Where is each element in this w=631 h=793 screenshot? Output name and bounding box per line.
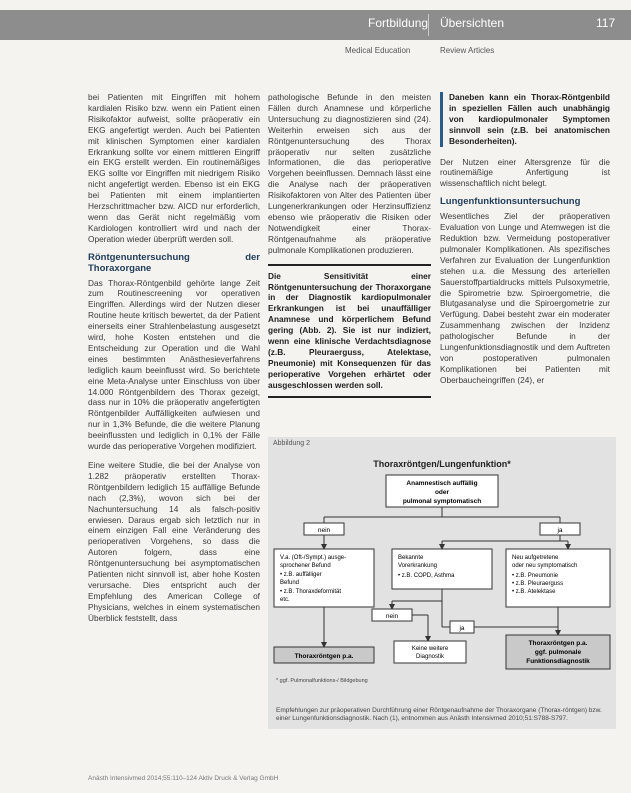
- anamnesis-line-1: Anamnestisch auffällig: [406, 480, 478, 487]
- figure-footnote: * ggf. Pulmonalfunktions-/ Bildgebung: [276, 678, 368, 684]
- figure-caption: Empfehlungen zur präoperativen Durchführung einer Röntgenaufnahme der Thoraxorgane (Thorax-röntgen) bzw. einer Lungenfunktionsdiagnostik. Nach (1), entnommen aus Anästh Intensivmed 2010;51:S788-S797.: [276, 707, 602, 722]
- header-separator: [428, 14, 429, 36]
- paragraph: Der Nutzen einer Altersgrenze für die routinemäßige Anfertigung ist wissenschaftlich nicht belegt.: [440, 156, 610, 189]
- thorax-left-label: Thoraxröntgen p.a.: [294, 653, 354, 660]
- suspected-line-6: etc.: [280, 597, 290, 603]
- header-bar: [0, 10, 631, 40]
- suspected-line-1: V.a. (Oft-/Sympt.) ausge-: [280, 555, 347, 561]
- thorax-right-line-3: Funktionsdiagnostik: [526, 658, 590, 665]
- section-heading: Röntgenuntersuchung der Thoraxorgane: [88, 251, 260, 274]
- new-line-5: • z.B. Atelektase: [512, 589, 556, 595]
- column-2: [268, 92, 431, 398]
- new-line-3: • z.B. Pneumonie: [512, 573, 559, 579]
- thorax-right-line-1: Thoraxröntgen p.a.: [528, 640, 588, 647]
- key-statement-box: Die Sensitivität einer Röntgenuntersuchung der Thoraxorgane in der Diagnostik kardiopulmonaler Erkrankungen ist bei unauffälliger Anamnese und körperlichem Befund gering (Abb. 2). Sie ist nur indiziert, wenn eine klinische Verdachtsdiagnose (z.B. Pleuraerguss, Atelektase, Pneumonie) mit Konsequenzen für das perioperative Vorgehen erhärtet oder ausgeschlossen werden soll.: [268, 264, 431, 398]
- anamnesis-line-2: oder: [434, 489, 450, 496]
- suspected-line-3: • z.B. auffälliger: [280, 572, 322, 578]
- paragraph: bei Patienten mit Eingriffen mit hohem kardialen Risiko bzw. wenn ein Patient einen Risikofaktor aufweist, sollte präoperativ ein EKG angefertigt werden. Auch bei Patienten mit klinischen Symptomen einer kardialen Erkrankung sollte vor einem mittleren Eingriff ein EKG erstellt werden. Ein routinemäßiges EKG sollte vor Eingriffen mit niedrigem Risiko nicht angefertigt werden. Ebenso ist ein EKG bei Patienten mit einem implantierten Herzschrittmacher bzw. AICD nur erforderlich, wenn das Gerät nicht regelmäßig vom Kardiologen kontrolliert wird und nach der Operation wieder überprüft werden soll.: [88, 92, 260, 244]
- paragraph: Wesentliches Ziel der präoperativen Evaluation von Lunge und Atemwegen ist die Reduktion bzw. Vermeidung postoperativer pulmonaler Komplikationen. Als spezifisches Verfahren zur Evaluation der Lungenfunktion stehen u.a. die Messung des arteriellen Sauerstoffpartialdrucks mittels Pulsoxymetrie, die Spirometrie bzw. Spiroergometrie, die Blutgasanalyse und die Spiroergometrie zur Verfügung. Dabei besteht zwar ein moderater Zusammenhang zwischen der Inzidenz pathologischer Befunde in der Lungenfunktionsdiagnostik und dem Auftreten von postoperativen pulmonalen Komplikationen bei Patienten mit Oberbaucheingriffen (24), er: [440, 211, 610, 385]
- known-line-3: • z.B. COPD, Asthma: [398, 573, 455, 579]
- page-footer: Anästh Intensivmed 2014;55:110–124 Aktiv Druck & Verlag GmbH: [88, 775, 279, 782]
- suspected-line-2: sprochener Befund: [280, 563, 331, 569]
- no-further-line-1: Keine weitere: [411, 646, 449, 652]
- figure-label: Abbildung 2: [273, 440, 310, 447]
- section-title: Fortbildung: [368, 16, 429, 30]
- thorax-right-line-2: ggf. pulmonale: [534, 649, 582, 656]
- known-line-1: Bekannte: [398, 555, 424, 561]
- section-heading: Lungenfunktionsuntersuchung: [440, 196, 581, 208]
- column-3: [440, 92, 610, 394]
- suspected-line-4: Befund: [280, 580, 300, 586]
- flow-title: Thoraxröntgen/Lungenfunktion*: [373, 459, 511, 469]
- ja-label: ja: [557, 527, 563, 534]
- subsection-title: Übersichten: [440, 16, 505, 30]
- flowchart: [268, 437, 616, 702]
- nein2-label: nein: [385, 613, 399, 620]
- anamnesis-line-3: pulmonal symptomatisch: [402, 498, 482, 505]
- subheader-left: Medical Education: [345, 46, 411, 55]
- page-number: 117: [596, 16, 616, 30]
- paragraph: pathologische Befunde in den meisten Fällen durch Anamnese und körperliche Untersuchung zu diagnostizieren sind (24). Weiterhin erweisen sich aus der Röntgenuntersuchung des Thorax präoperativ nur selten zusätzliche Informationen, die das perioperative Vorgehen beeinflussen. Demnach lässt eine die Analyse nach der präoperativen Risikofaktoren von Alter des Patienten über Lungenerkrankungen oder Herzinsuffizienz ebenso wie präoperativ die Risiken oder Notwendigkeit einer Thorax-Röntgenaufnahme als präoperative pulmonale Komplikationen produzieren.: [268, 92, 431, 255]
- highlight-box: Daneben kann ein Thorax-Röntgenbild in speziellen Fällen auch unabhängig von kardiopulmonaler Symptomen sinnvoll sein (z.B. bei anatomischen Besonderheiten).: [440, 92, 610, 147]
- ja2-label: ja: [459, 625, 465, 632]
- figure-2: [268, 437, 616, 729]
- new-line-4: • z.B. Pleuraerguss: [512, 581, 564, 587]
- paragraph: Das Thorax-Röntgenbild gehörte lange Zeit zum Routinescreening vor operativen Eingriffen. Allerdings wird der Nutzen dieser Routine heute kritisch bewertet, da der Patient einerseits einer Strahlenbelastung ausgesetzt wird, hohe Kosten entstehen und die Entscheidung zur Operation und die Wahl eines bestimmten Anästhesieverfahrens lediglich kaum beeinflusst wird. So berichtete eine Meta-Analyse unter Einschluss von über 14.000 Röntgenbildern des Thorax gezeigt, dass nur in 10% die präoperativ angefertigten Röntgenbilder Auffälligkeiten aufwiesen und nur in 1,3% Befunde, die die weitere Planung beeinflussten und lediglich in 0,1% der Fälle wurde das perioperative Vorgehen modifiziert.: [88, 277, 260, 452]
- subheader-right: Review Articles: [440, 46, 495, 55]
- suspected-line-5: • z.B. Thoraxdeformität: [280, 589, 342, 595]
- new-line-1: Neu aufgetretene: [512, 555, 559, 561]
- no-further-line-2: Diagnostik: [415, 654, 445, 660]
- new-line-2: oder neu symptomatisch: [512, 563, 578, 569]
- paragraph: Eine weitere Studie, die bei der Analyse von 1.282 präoperativ erstellten Thorax-Röntgenbildern lediglich 15 auffällige Befunde nach (2,3%), wovon sich bei der Nachuntersuchung 14 als falsch-positiv erwiesen. Daraus ergab sich letztlich nur in einem einzigen Fall eine Veränderung des perioperativen Vorgehens, so dass die Autoren folgern, dass eine Röntgenuntersuchung bei asymptomatischen Patienten nicht sinnvoll ist, aber hohe Kosten verursache. Dies entspricht auch der Empfehlung des American College of Physicians, welches in einem systematischen Überblick feststellt, dass: [88, 460, 260, 623]
- column-1: [88, 92, 260, 632]
- nein-label: nein: [317, 527, 331, 534]
- known-line-2: Vorerkrankung: [398, 563, 438, 569]
